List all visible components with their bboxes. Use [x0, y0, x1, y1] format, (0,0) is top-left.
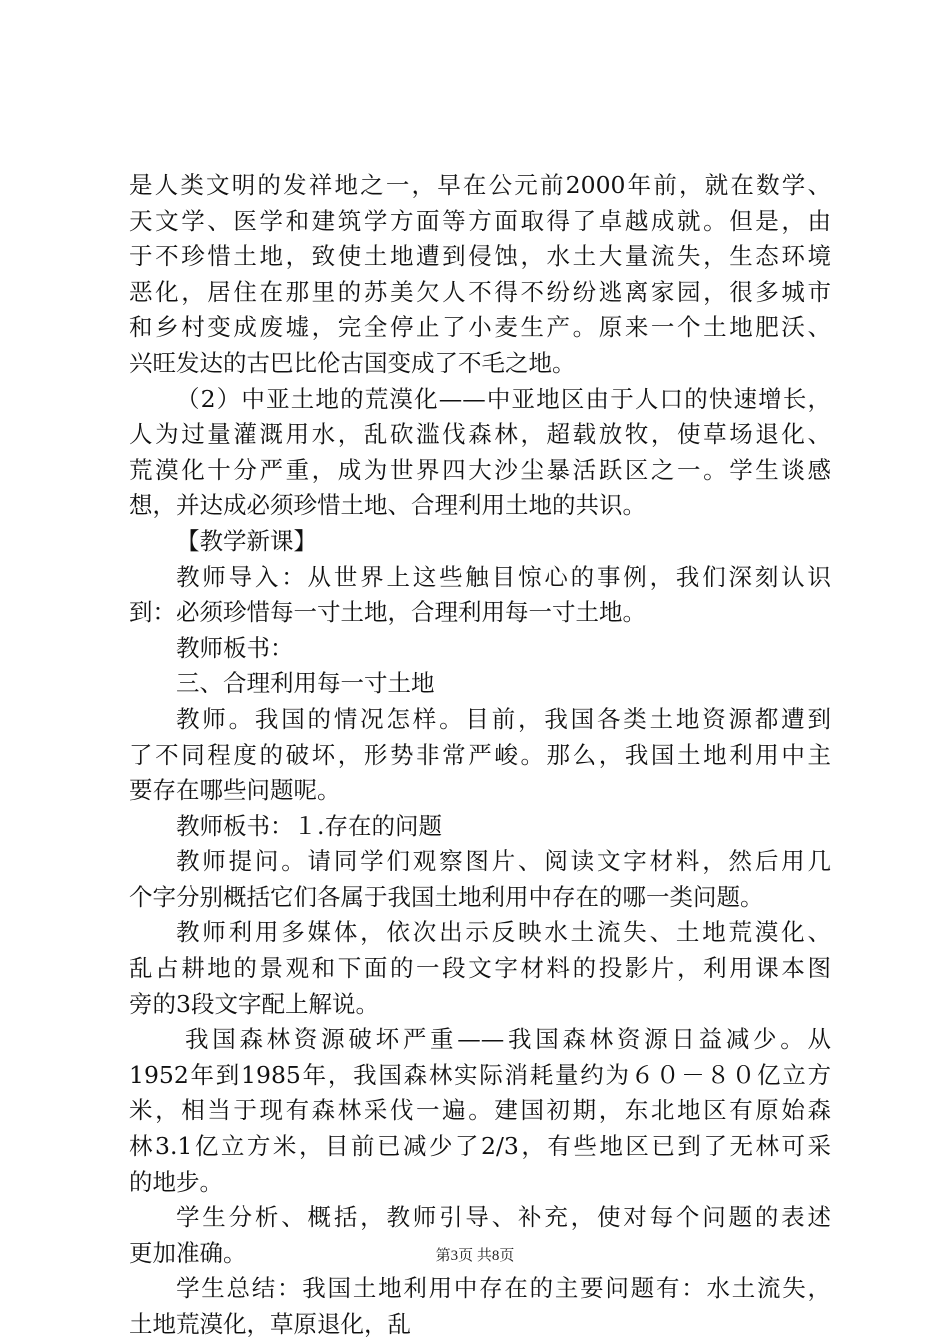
- text-line: 个字分别概括它们各属于我国土地利用中存在的哪一类问题。: [129, 882, 764, 911]
- text-line: 要存在哪些问题呢。: [129, 776, 341, 805]
- text-line: 旁的3段文字配上解说。: [129, 989, 379, 1018]
- text-line: 学生分析、概括，教师引导、补充，使对每个问题的表述: [176, 1203, 831, 1232]
- text-line: 教师板书：１.存在的问题: [176, 811, 442, 840]
- text-line: 人为过量灌溉用水，乱砍滥伐森林，超载放牧，使草场退化、: [129, 420, 831, 449]
- text-line: 和乡村变成废墟，完全停止了小麦生产。原来一个土地肥沃、: [129, 313, 831, 342]
- text-line: 土地荒漠化，草原退化，乱: [129, 1310, 411, 1338]
- text-line: 乱占耕地的景观和下面的一段文字材料的投影片，利用课本图: [129, 954, 831, 983]
- text-line: 教师提问。请同学们观察图片、阅读文字材料，然后用几: [176, 847, 831, 876]
- text-line: 林3.1亿立方米，目前已减少了2/3，有些地区已到了无林可采: [129, 1132, 831, 1161]
- text-line: 教师。我国的情况怎样。目前，我国各类土地资源都遭到: [176, 704, 831, 733]
- text-line: 1952年到1985年，我国森林实际消耗量约为６０－８０亿立方: [129, 1060, 831, 1089]
- page-footer: [0, 1244, 950, 1265]
- section-heading: 【教学新课】: [176, 526, 317, 555]
- page-number-label: 第3页 共8页: [435, 1248, 515, 1264]
- text-line: 学生总结：我国土地利用中存在的主要问题有：水土流失，: [176, 1274, 831, 1303]
- text-line: 天文学、医学和建筑学方面等方面取得了卓越成就。但是，由: [129, 206, 831, 235]
- text-line: 了不同程度的破坏，形势非常严峻。那么，我国土地利用中主: [129, 740, 831, 769]
- text-line: 教师板书：: [176, 633, 294, 662]
- text-line: 兴旺发达的古巴比伦古国变成了不毛之地。: [129, 348, 576, 377]
- text-line: 三、合理利用每一寸土地: [176, 669, 435, 698]
- text-line: 米，相当于现有森林采伐一遍。建国初期，东北地区有原始森: [129, 1096, 831, 1125]
- document-body: [129, 168, 831, 1343]
- text-line: 我国森林资源破坏严重——我国森林资源日益减少。从: [185, 1025, 831, 1054]
- text-line: 荒漠化十分严重，成为世界四大沙尘暴活跃区之一。学生谈感: [129, 455, 831, 484]
- text-line: 恶化，居住在那里的苏美欠人不得不纷纷逃离家园，很多城市: [129, 277, 831, 306]
- text-line: 于不珍惜土地，致使土地遭到侵蚀，水土大量流失，生态环境: [129, 242, 831, 271]
- text-line: 教师导入：从世界上这些触目惊心的事例，我们深刻认识: [176, 562, 831, 591]
- text-line: 的地步。: [129, 1167, 223, 1196]
- text-line: （2）中亚土地的荒漠化——中亚地区由于人口的快速增长，: [176, 384, 831, 413]
- text-line: 是人类文明的发祥地之一，早在公元前2000年前，就在数学、: [129, 171, 831, 199]
- text-line: 教师利用多媒体，依次出示反映水土流失、土地荒漠化、: [176, 918, 831, 947]
- text-line: 到：必须珍惜每一寸土地，合理利用每一寸土地。: [129, 598, 646, 627]
- text-line: 想，并达成必须珍惜土地、合理利用土地的共识。: [129, 491, 646, 520]
- text-line: 更加准确。: [129, 1238, 247, 1267]
